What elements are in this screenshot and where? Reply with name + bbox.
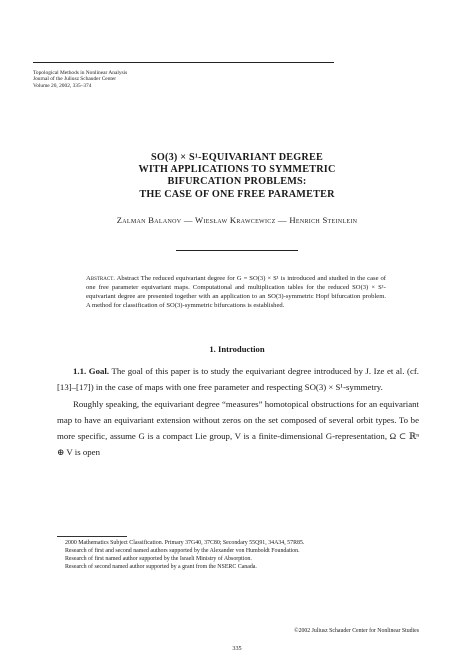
page-number: 335 bbox=[232, 645, 242, 652]
footnote-2: Research of first named author supported by the Israeli Ministry of Absorption. bbox=[65, 556, 252, 562]
abstract-block bbox=[86, 274, 386, 310]
author-list: Zalman Balanov — Wiesław Krawcewicz — Henrich Steinlein bbox=[116, 215, 358, 225]
title-line-2: WITH APPLICATIONS TO SYMMETRIC bbox=[138, 164, 336, 176]
paragraph-goal bbox=[57, 363, 419, 396]
footnote-rule bbox=[57, 536, 127, 537]
title-separator-rule bbox=[176, 250, 298, 251]
paper-title bbox=[60, 152, 414, 201]
section-heading: 1. Introduction bbox=[209, 344, 265, 354]
header-rule bbox=[33, 62, 334, 63]
subsection-heading: 1.1. Goal. bbox=[73, 366, 110, 376]
abstract-label: Abstract. bbox=[86, 275, 115, 282]
journal-center: Journal of the Juliusz Schauder Center bbox=[33, 76, 117, 83]
journal-name: Topological Methods in Nonlinear Analysis bbox=[33, 70, 128, 76]
paragraph-goal-text: The goal of this paper is to study the equivariant degree introduced by J. Ize et al. (cf. [13]–[17]) in the case of maps with one free parameter and respecting SO(3) × S¹-symmetry. bbox=[57, 366, 419, 393]
abstract-text: Abstract The reduced equivariant degree for G = SO(3) × S¹ is introduced and studied in the case of one free parameter equivariant maps. Computational and multiplication tables for the reduced SO(3) × S¹-equivariant degree are presented together with an application to an SO(3)-symmetric Hopf bifurcation problem. A method for classification of SO(3)-symmetric bifurcations is established. bbox=[86, 275, 386, 310]
paragraph-degree: Roughly speaking, the equivariant degree “measures” homotopical obstructions for an equivariant map to have an equivariant extension without zeros on the set composed of several orbit types. To be more specific, assume G is a compact Lie group, V is a finite-dimensional G-representation, Ω ⊂ ℝⁿ ⊕ V is open bbox=[57, 398, 419, 458]
title-line-1: SO(3) × S¹-EQUIVARIANT DEGREE bbox=[151, 152, 323, 163]
body-text bbox=[57, 363, 419, 461]
footnote-3: Research of second named author supported by a grant from the NSERC Canada. bbox=[65, 564, 257, 570]
footnote-1: Research of first and second named authors supported by the Alexander von Humboldt Foundation. bbox=[65, 548, 300, 554]
footnotes bbox=[57, 539, 419, 571]
title-line-3: BIFURCATION PROBLEMS: bbox=[167, 176, 307, 188]
journal-info bbox=[33, 70, 127, 89]
footnote-msc: 2000 Mathematics Subject Classification. Primary 37G40, 37C80; Secondary 55Q91, 34A34, 57R85. bbox=[65, 540, 305, 546]
copyright-notice: ©2002 Juliusz Schauder Center for Nonlinear Studies bbox=[294, 628, 419, 634]
journal-volume: Volume 20, 2002, 335–374 bbox=[33, 82, 92, 89]
title-line-4: THE CASE OF ONE FREE PARAMETER bbox=[139, 188, 335, 200]
